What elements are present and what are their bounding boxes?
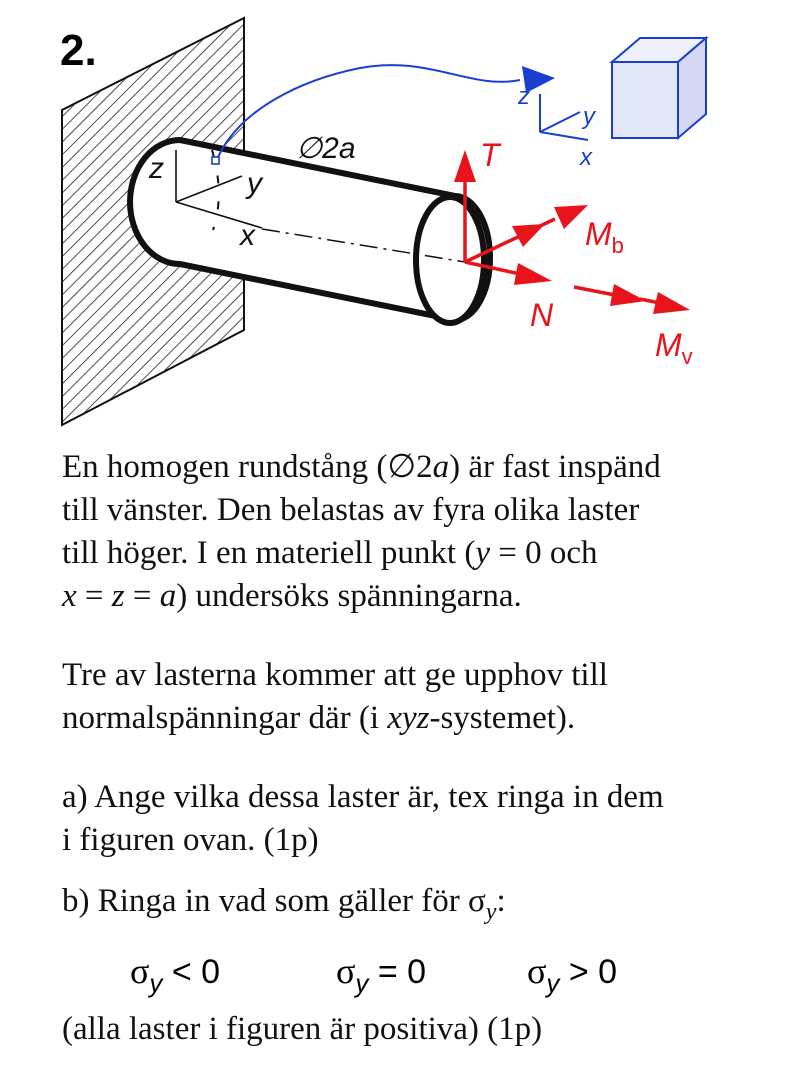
problem-number: 2.	[60, 26, 97, 75]
question-b: b) Ringa in vad som gäller för $\sigma_y$:	[62, 883, 506, 925]
option-sigma-zero[interactable]: $\sigma_y = 0$	[336, 951, 427, 998]
option-sigma-negative[interactable]: $\sigma_y < 0$	[130, 951, 221, 998]
problem-description	[62, 446, 782, 618]
inset-axes	[540, 94, 588, 140]
footer-note: (alla laster i figuren är positiva) (1p)	[62, 1011, 543, 1047]
axis-x-label: x	[240, 219, 255, 252]
load-Mb-label: $M_b$	[585, 216, 624, 258]
axis-y-label: y	[247, 167, 262, 200]
stress-cube-icon	[612, 38, 706, 138]
p1-line-1: En homogen rundstång (∅2a) är fast inspänd	[62, 449, 661, 485]
load-T-label: T	[480, 137, 500, 173]
question-a	[62, 776, 782, 862]
inset-axis-x-label: x	[580, 144, 592, 171]
p1-line-2: till vänster. Den belastas av fyra olika laster	[62, 492, 640, 528]
axis-z-label: z	[149, 152, 164, 185]
p2-line-1: Tre av lasterna kommer att ge upphov till	[62, 657, 608, 693]
leader-arrow	[218, 65, 520, 157]
cantilever-rod-figure	[0, 0, 800, 440]
load-Mv-label: $M_v$	[655, 327, 693, 369]
p2-line-2: normalspänningar där (i xyz-systemet).	[62, 700, 576, 736]
qa-line-1: a) Ange vilka dessa laster är, tex ringa in dem	[62, 779, 664, 815]
inset-axis-y-label: y	[583, 103, 595, 130]
diameter-label: ∅2a	[296, 132, 356, 165]
option-sigma-positive[interactable]: $\sigma_y > 0$	[527, 951, 618, 998]
load-Mv-arrow	[574, 284, 690, 314]
material-point-icon	[212, 157, 219, 164]
normal-stress-paragraph	[62, 654, 782, 740]
load-N-label: N	[530, 297, 554, 333]
p1-line-4: x = z = a) undersöks spänningarna.	[62, 578, 522, 614]
inset-axis-z-label: z	[518, 83, 530, 110]
qa-line-2: i figuren ovan. (1p)	[62, 822, 319, 858]
p1-line-3: till höger. I en materiell punkt (y = 0 och	[62, 535, 598, 571]
